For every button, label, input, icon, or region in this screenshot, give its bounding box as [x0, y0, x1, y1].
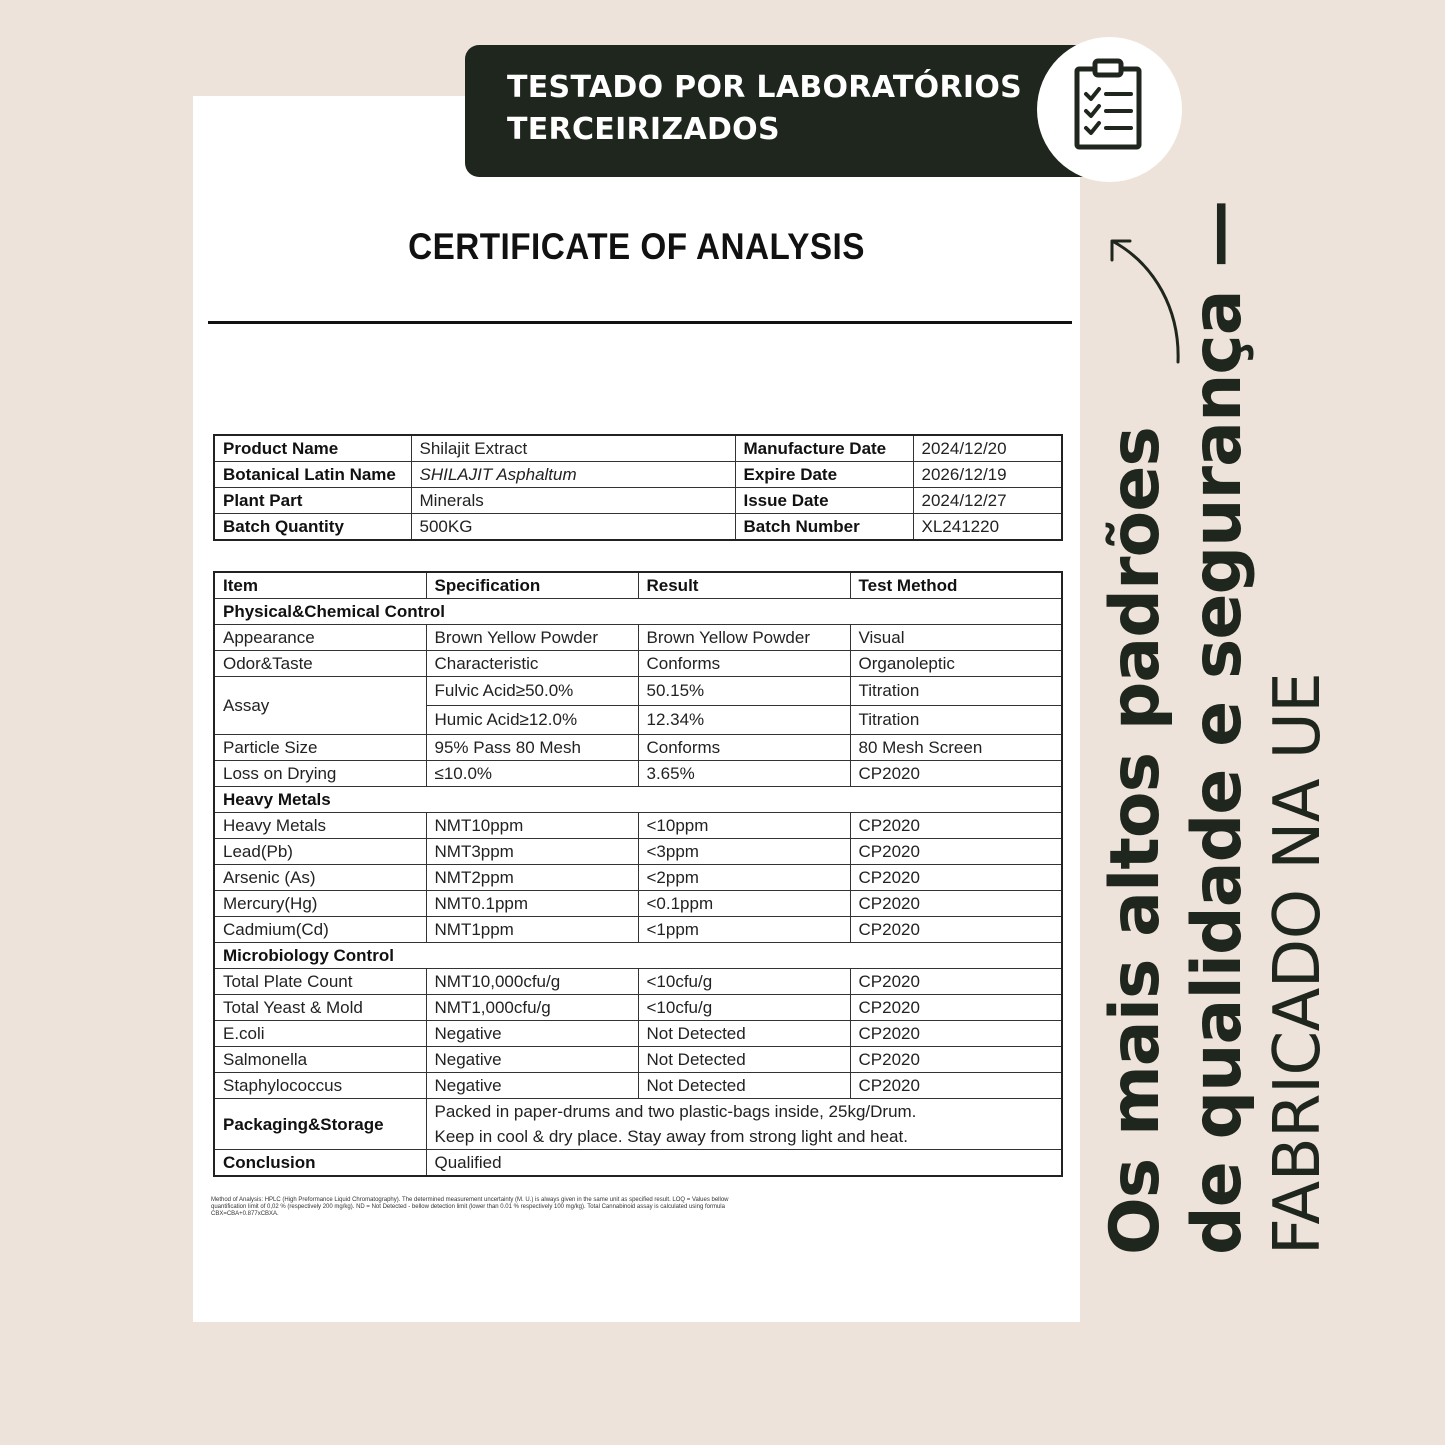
info-value: 2024/12/27 — [913, 488, 1062, 514]
cell-specification: Characteristic — [426, 651, 638, 677]
cell-item: Cadmium(Cd) — [214, 917, 426, 943]
cell-item: E.coli — [214, 1021, 426, 1047]
cell-result: <1ppm — [638, 917, 850, 943]
cell-test-method: CP2020 — [850, 1047, 1062, 1073]
cell-result: 3.65% — [638, 761, 850, 787]
cell-specification: NMT3ppm — [426, 839, 638, 865]
table-row — [214, 625, 1062, 651]
info-value: Minerals — [411, 488, 735, 514]
cell-result: <10ppm — [638, 813, 850, 839]
cell-item: Staphylococcus — [214, 1073, 426, 1099]
info-value: 2026/12/19 — [913, 462, 1062, 488]
cell-item: Lead(Pb) — [214, 839, 426, 865]
cell-result: <0.1ppm — [638, 891, 850, 917]
info-label: Batch Quantity — [214, 514, 411, 541]
table-row — [214, 917, 1062, 943]
section-row — [214, 599, 1062, 625]
header-result: Result — [638, 572, 850, 599]
conclusion-value: Qualified — [426, 1150, 1062, 1177]
cell-item: Particle Size — [214, 735, 426, 761]
info-label: Issue Date — [735, 488, 913, 514]
cell-specification: Fulvic Acid≥50.0% — [426, 677, 638, 706]
info-label: Product Name — [214, 435, 411, 462]
packaging-row — [214, 1099, 1062, 1150]
cell-result: <10cfu/g — [638, 995, 850, 1021]
method-footnote: Method of Analysis: HPLC (High Preformance Liquid Chromatography). The determined measurement uncertainty (M. U.) is always given in the same unit as specified result. LOQ = Values bellow quantification limit of 0,02 % (respectively 200 mg/kg). ND = Not Detected - bellow detection limit (lower than 0.01 % respectively 100 mg/kg). Total Cannabinoid assay is calculated using formula CBX=CBA+0.877xCBXA. — [211, 1197, 729, 1217]
document-title: CERTIFICATE OF ANALYSIS — [408, 226, 865, 267]
cell-item: Arsenic (As) — [214, 865, 426, 891]
tagline-line-3: FABRICADO NA UE — [1261, 672, 1335, 1255]
info-row — [214, 488, 1062, 514]
cell-test-method: CP2020 — [850, 1021, 1062, 1047]
cell-test-method: CP2020 — [850, 761, 1062, 787]
cell-test-method: CP2020 — [850, 839, 1062, 865]
cell-result: <2ppm — [638, 865, 850, 891]
section-row — [214, 943, 1062, 969]
info-value: 2024/12/20 — [913, 435, 1062, 462]
table-row — [214, 891, 1062, 917]
cell-test-method: Visual — [850, 625, 1062, 651]
cell-test-method: CP2020 — [850, 891, 1062, 917]
table-row — [214, 651, 1062, 677]
product-info-table — [213, 434, 1063, 541]
section-row — [214, 787, 1062, 813]
cell-item: Odor&Taste — [214, 651, 426, 677]
header-specification: Specification — [426, 572, 638, 599]
cell-item: Appearance — [214, 625, 426, 651]
spec-header-row — [214, 572, 1062, 599]
cell-test-method: CP2020 — [850, 1073, 1062, 1099]
conclusion-row — [214, 1150, 1062, 1177]
banner-line-2: TERCEIRIZADOS — [507, 112, 780, 147]
badge-circle — [1037, 37, 1182, 182]
section-heading: Microbiology Control — [214, 943, 1062, 969]
cell-specification: NMT1ppm — [426, 917, 638, 943]
cell-item: Total Yeast & Mold — [214, 995, 426, 1021]
cell-result: 12.34% — [638, 706, 850, 735]
cell-test-method: CP2020 — [850, 969, 1062, 995]
table-row — [214, 1047, 1062, 1073]
table-row — [214, 761, 1062, 787]
cell-item: Total Plate Count — [214, 969, 426, 995]
packaging-value — [426, 1099, 1062, 1150]
header-test-method: Test Method — [850, 572, 1062, 599]
cell-specification: NMT10,000cfu/g — [426, 969, 638, 995]
cell-item: Assay — [214, 677, 426, 735]
banner-line-1: TESTADO POR LABORATÓRIOS — [507, 70, 1023, 105]
cell-result: Conforms — [638, 735, 850, 761]
table-row — [214, 813, 1062, 839]
cell-result: Conforms — [638, 651, 850, 677]
cell-specification: NMT1,000cfu/g — [426, 995, 638, 1021]
cell-test-method: CP2020 — [850, 917, 1062, 943]
cell-specification: Negative — [426, 1047, 638, 1073]
table-row — [214, 865, 1062, 891]
cell-result: <3ppm — [638, 839, 850, 865]
cell-item: Mercury(Hg) — [214, 891, 426, 917]
info-row — [214, 435, 1062, 462]
cell-specification: Humic Acid≥12.0% — [426, 706, 638, 735]
lab-tested-banner — [465, 45, 1105, 177]
info-value: 500KG — [411, 514, 735, 541]
cell-item: Loss on Drying — [214, 761, 426, 787]
table-row — [214, 839, 1062, 865]
section-heading: Heavy Metals — [214, 787, 1062, 813]
cell-specification: NMT10ppm — [426, 813, 638, 839]
table-row — [214, 1021, 1062, 1047]
cell-item: Salmonella — [214, 1047, 426, 1073]
table-row — [214, 677, 1062, 706]
section-heading: Physical&Chemical Control — [214, 599, 1062, 625]
cell-specification: Negative — [426, 1021, 638, 1047]
cell-result: Not Detected — [638, 1073, 850, 1099]
info-row — [214, 462, 1062, 488]
cell-specification: Negative — [426, 1073, 638, 1099]
clipboard-checklist-icon — [1073, 57, 1143, 152]
cell-test-method: CP2020 — [850, 865, 1062, 891]
info-label: Manufacture Date — [735, 435, 913, 462]
cell-specification: ≤10.0% — [426, 761, 638, 787]
info-label: Plant Part — [214, 488, 411, 514]
cell-specification: NMT0.1ppm — [426, 891, 638, 917]
cell-test-method: Organoleptic — [850, 651, 1062, 677]
cell-result: Not Detected — [638, 1047, 850, 1073]
packaging-label: Packaging&Storage — [214, 1099, 426, 1150]
cell-result: Not Detected — [638, 1021, 850, 1047]
table-row — [214, 735, 1062, 761]
tagline-line-1: Os mais altos padrões — [1096, 427, 1175, 1255]
cell-item: Heavy Metals — [214, 813, 426, 839]
table-row — [214, 1073, 1062, 1099]
packaging-line-2: Keep in cool & dry place. Stay away from strong light and heat. — [434, 1127, 908, 1146]
cell-test-method: Titration — [850, 706, 1062, 735]
cell-specification: 95% Pass 80 Mesh — [426, 735, 638, 761]
tagline-line-2: de qualidade e segurança — — [1178, 200, 1257, 1255]
cell-specification: Brown Yellow Powder — [426, 625, 638, 651]
info-label: Botanical Latin Name — [214, 462, 411, 488]
info-row — [214, 514, 1062, 541]
specification-table — [213, 571, 1063, 1177]
table-row — [214, 969, 1062, 995]
table-row — [214, 995, 1062, 1021]
cell-test-method: Titration — [850, 677, 1062, 706]
cell-test-method: CP2020 — [850, 995, 1062, 1021]
cell-specification: NMT2ppm — [426, 865, 638, 891]
cell-result: 50.15% — [638, 677, 850, 706]
info-value: SHILAJIT Asphaltum — [411, 462, 735, 488]
info-label: Batch Number — [735, 514, 913, 541]
cell-result: Brown Yellow Powder — [638, 625, 850, 651]
conclusion-label: Conclusion — [214, 1150, 426, 1177]
packaging-line-1: Packed in paper-drums and two plastic-bags inside, 25kg/Drum. — [434, 1102, 917, 1121]
info-label: Expire Date — [735, 462, 913, 488]
cell-test-method: 80 Mesh Screen — [850, 735, 1062, 761]
info-value: Shilajit Extract — [411, 435, 735, 462]
cell-result: <10cfu/g — [638, 969, 850, 995]
title-divider — [208, 321, 1072, 324]
header-item: Item — [214, 572, 426, 599]
cell-test-method: CP2020 — [850, 813, 1062, 839]
info-value: XL241220 — [913, 514, 1062, 541]
